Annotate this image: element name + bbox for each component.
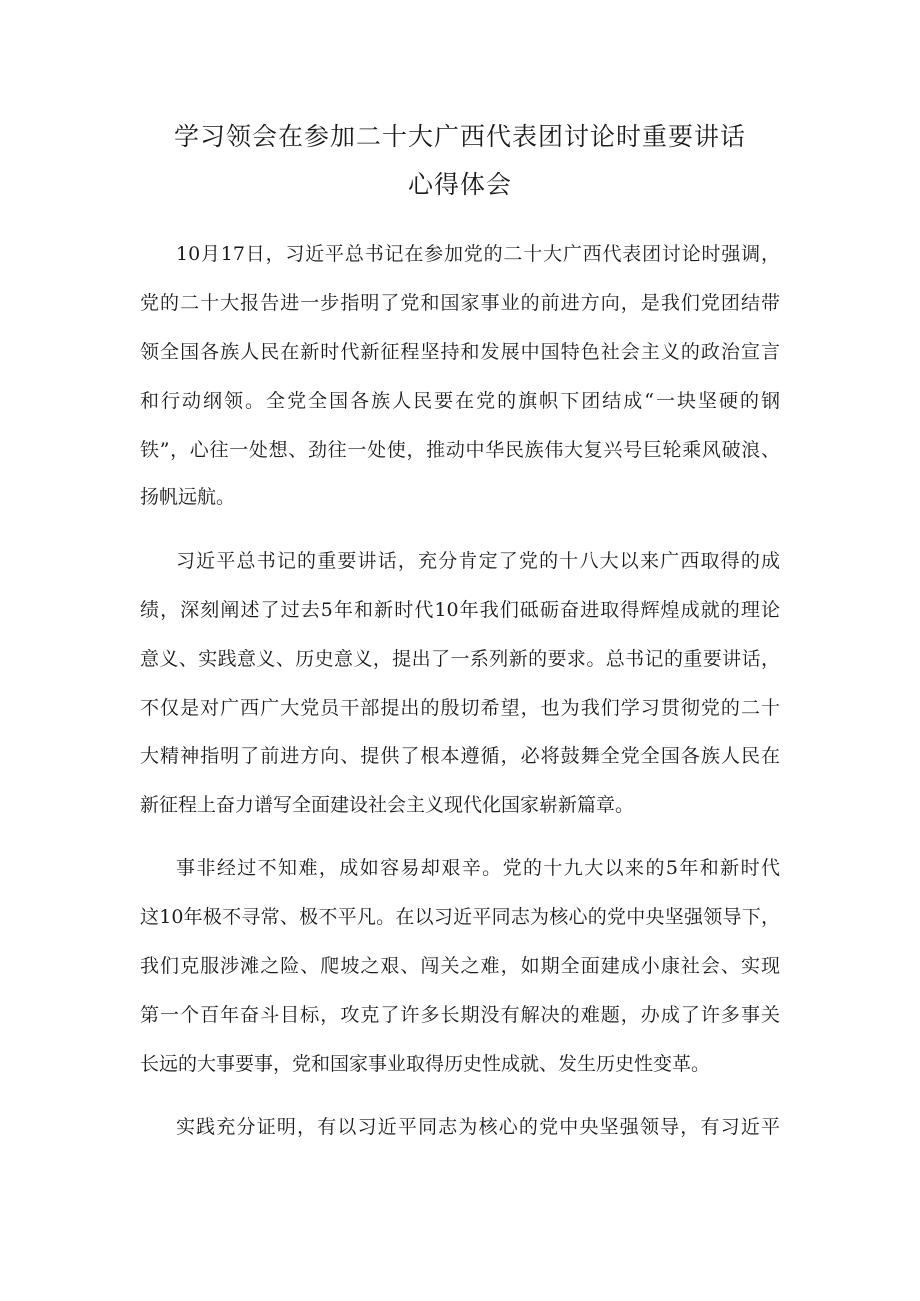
paragraph-2-line-3: 意义、实践意义、历史意义，提出了一系列新的要求。总书记的重要讲话， — [140, 648, 780, 670]
paragraph-1-line-3: 领全国各族人民在新时代新征程坚持和发展中国特色社会主义的政治宣言 — [140, 341, 780, 363]
paragraph-2-line-2: 绩，深刻阐述了过去5年和新时代10年我们砥砺奋进取得辉煌成就的理论 — [140, 599, 780, 621]
paragraph-1-line-4: 和行动纲领。全党全国各族人民要在党的旗帜下团结成“一块坚硬的钢 — [140, 390, 780, 412]
paragraph-4-line-1: 实践充分证明，有以习近平同志为核心的党中央坚强领导，有习近平 — [176, 1116, 780, 1138]
paragraph-3-line-1: 事非经过不知难，成如容易却艰辛。党的十九大以来的5年和新时代 — [176, 857, 780, 879]
paragraph-2-line-5: 大精神指明了前进方向、提供了根本遵循，必将鼓舞全党全国各族人民在 — [140, 745, 780, 767]
paragraph-1-line-5: 铁”，心往一处想、劲往一处使，推动中华民族伟大复兴号巨轮乘风破浪、 — [140, 439, 780, 461]
paragraph-3-line-2: 这10年极不寻常、极不平凡。在以习近平同志为核心的党中央坚强领导下， — [140, 906, 780, 928]
document-title-line-2: 心得体会 — [407, 170, 512, 199]
document-title-line-1: 学习领会在参加二十大广西代表团讨论时重要讲话 — [173, 122, 746, 151]
paragraph-3-line-4: 第一个百年奋斗目标，攻克了许多长期没有解决的难题，办成了许多事关 — [140, 1004, 780, 1026]
paragraph-3-line-5: 长远的大事要事，党和国家事业取得历史性成就、发生历史性变革。 — [140, 1053, 711, 1075]
paragraph-1-line-2: 党的二十大报告进一步指明了党和国家事业的前进方向，是我们党团结带 — [140, 292, 780, 314]
paragraph-1-line-1: 10月17日，习近平总书记在参加党的二十大广西代表团讨论时强调， — [176, 243, 780, 265]
paragraph-1-line-6: 扬帆远航。 — [140, 486, 236, 508]
paragraph-2-line-6: 新征程上奋力谱写全面建设社会主义现代化国家崭新篇章。 — [140, 794, 635, 816]
paragraph-2-line-4: 不仅是对广西广大党员干部提出的殷切希望，也为我们学习贯彻党的二十 — [140, 697, 780, 719]
paragraph-3-line-3: 我们克服涉滩之险、爬坡之艰、闯关之难，如期全面建成小康社会、实现 — [140, 955, 780, 977]
paragraph-2-line-1: 习近平总书记的重要讲话，充分肯定了党的十八大以来广西取得的成 — [176, 550, 780, 572]
